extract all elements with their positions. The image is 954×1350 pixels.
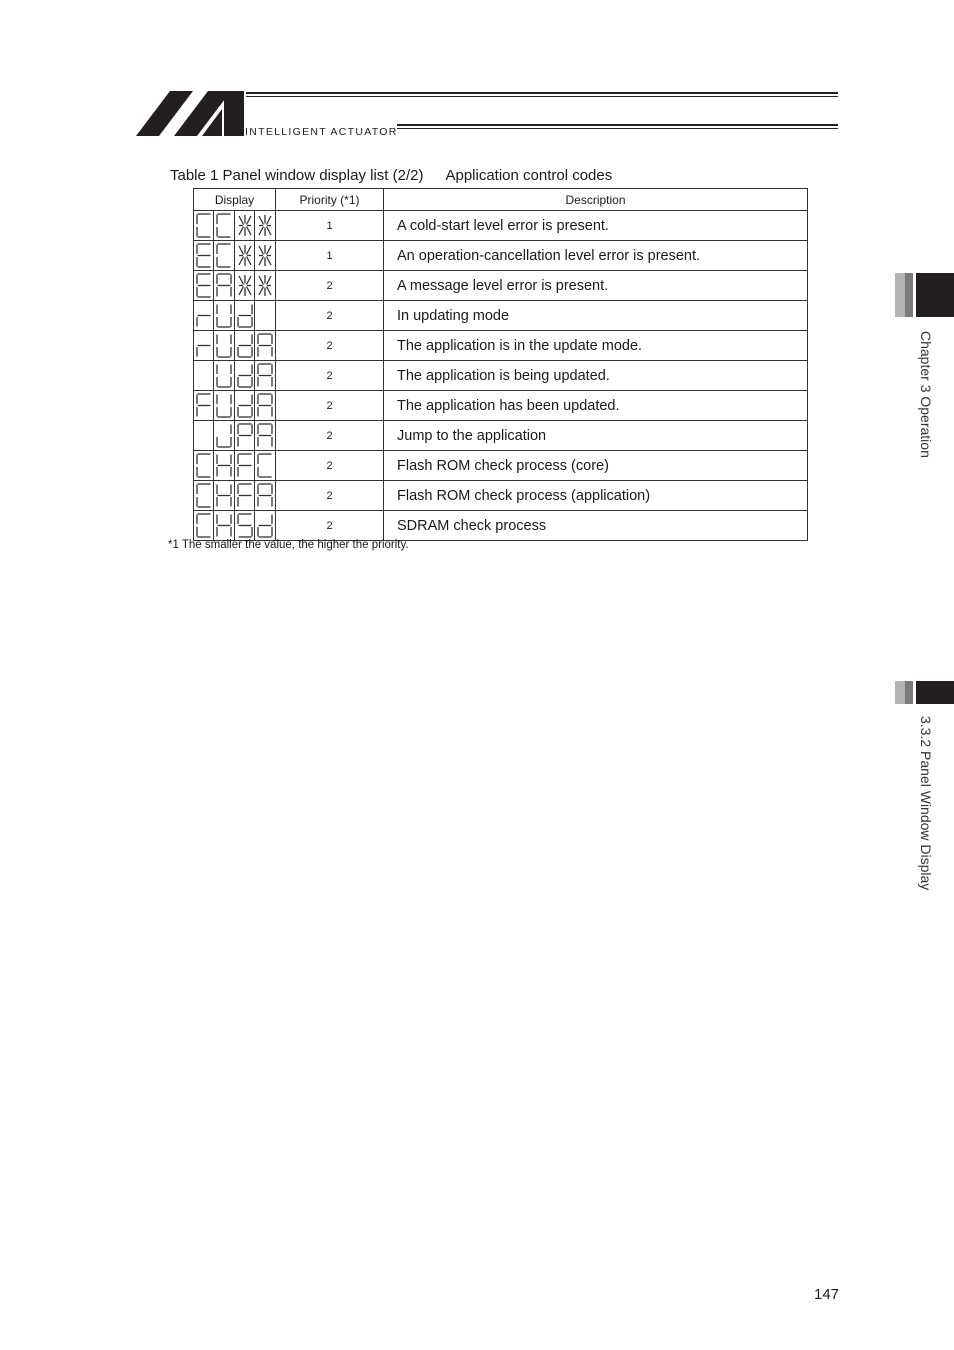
priority-cell: 2 (276, 451, 384, 481)
seven-segment-display (194, 361, 275, 390)
table-subtitle: Application control codes (445, 167, 613, 184)
segment-glyph (257, 213, 273, 238)
segment-digit (235, 361, 255, 390)
table-row (194, 511, 808, 541)
segment-glyph (237, 363, 253, 388)
display-cell (194, 301, 276, 331)
segment-digit (235, 451, 255, 480)
segment-digit (255, 421, 275, 450)
description-cell: SDRAM check process (384, 511, 808, 541)
seven-segment-display (194, 241, 275, 270)
brand-name: INTELLIGENT ACTUATOR (245, 126, 398, 138)
segment-digit (194, 271, 214, 300)
display-cell (194, 481, 276, 511)
segment-glyph (196, 513, 212, 538)
table-row (194, 451, 808, 481)
table-row (194, 361, 808, 391)
table-row (194, 391, 808, 421)
description-cell: An operation-cancellation level error is present. (384, 241, 808, 271)
segment-digit (214, 331, 234, 360)
seven-segment-display (194, 271, 275, 300)
description-cell: A message level error is present. (384, 271, 808, 301)
seven-segment-display (194, 301, 275, 330)
segment-glyph (237, 273, 253, 298)
segment-glyph (257, 363, 273, 388)
section-tab (895, 681, 954, 704)
segment-glyph (196, 423, 212, 448)
segment-digit (235, 301, 255, 330)
segment-digit (255, 361, 275, 390)
segment-digit (194, 211, 214, 240)
segment-glyph (257, 303, 273, 328)
segment-glyph (216, 363, 232, 388)
page-number: 147 (814, 1286, 840, 1303)
segment-glyph (216, 333, 232, 358)
table-row (194, 301, 808, 331)
display-cell (194, 511, 276, 541)
priority-cell: 2 (276, 361, 384, 391)
segment-glyph (237, 423, 253, 448)
segment-glyph (237, 483, 253, 508)
segment-digit (194, 361, 214, 390)
display-cell (194, 391, 276, 421)
segment-digit (255, 301, 275, 330)
description-cell: Flash ROM check process (application) (384, 481, 808, 511)
header-rule-top (246, 92, 838, 97)
segment-glyph (257, 243, 273, 268)
segment-glyph (237, 333, 253, 358)
header-priority: Priority (*1) (276, 189, 384, 211)
segment-glyph (257, 273, 273, 298)
header-description: Description (384, 189, 808, 211)
table-row (194, 271, 808, 301)
segment-glyph (196, 273, 212, 298)
chapter-tab (895, 273, 954, 317)
segment-digit (214, 451, 234, 480)
seven-segment-display (194, 511, 275, 540)
segment-digit (214, 271, 234, 300)
segment-digit (214, 211, 234, 240)
segment-glyph (237, 453, 253, 478)
segment-digit (255, 391, 275, 420)
segment-glyph (216, 243, 232, 268)
segment-glyph (257, 423, 273, 448)
segment-digit (194, 301, 214, 330)
segment-digit (194, 391, 214, 420)
seven-segment-display (194, 481, 275, 510)
segment-digit (255, 331, 275, 360)
seven-segment-display (194, 421, 275, 450)
segment-glyph (196, 393, 212, 418)
segment-glyph (237, 213, 253, 238)
seven-segment-display (194, 211, 275, 240)
description-cell: Flash ROM check process (core) (384, 451, 808, 481)
display-cell (194, 241, 276, 271)
segment-digit (194, 451, 214, 480)
description-cell: The application is being updated. (384, 361, 808, 391)
priority-cell: 2 (276, 391, 384, 421)
segment-digit (194, 481, 214, 510)
segment-digit (255, 271, 275, 300)
segment-glyph (237, 393, 253, 418)
section-label: 3.3.2 Panel Window Display (918, 716, 934, 891)
segment-digit (235, 481, 255, 510)
priority-cell: 1 (276, 241, 384, 271)
segment-digit (255, 451, 275, 480)
display-cell (194, 211, 276, 241)
segment-digit (235, 511, 255, 540)
display-cell (194, 271, 276, 301)
table-row (194, 481, 808, 511)
display-list-table (193, 188, 808, 541)
priority-cell: 2 (276, 271, 384, 301)
segment-digit (194, 241, 214, 270)
seven-segment-display (194, 331, 275, 360)
display-cell (194, 331, 276, 361)
segment-glyph (237, 513, 253, 538)
iai-logo (136, 91, 244, 136)
seven-segment-display (194, 391, 275, 420)
segment-digit (235, 331, 255, 360)
segment-glyph (216, 213, 232, 238)
table-row (194, 331, 808, 361)
table-row (194, 241, 808, 271)
segment-digit (214, 301, 234, 330)
segment-digit (214, 481, 234, 510)
segment-glyph (216, 393, 232, 418)
priority-cell: 2 (276, 331, 384, 361)
segment-digit (255, 511, 275, 540)
segment-glyph (257, 513, 273, 538)
segment-digit (235, 241, 255, 270)
description-cell: A cold-start level error is present. (384, 211, 808, 241)
segment-digit (214, 241, 234, 270)
segment-glyph (196, 303, 212, 328)
table-row (194, 211, 808, 241)
segment-digit (235, 271, 255, 300)
segment-glyph (216, 513, 232, 538)
display-cell (194, 361, 276, 391)
segment-glyph (216, 453, 232, 478)
segment-glyph (196, 243, 212, 268)
priority-cell: 2 (276, 301, 384, 331)
segment-digit (214, 421, 234, 450)
table-row (194, 421, 808, 451)
segment-glyph (196, 483, 212, 508)
segment-digit (255, 481, 275, 510)
segment-glyph (216, 303, 232, 328)
description-cell: Jump to the application (384, 421, 808, 451)
segment-digit (235, 211, 255, 240)
priority-cell: 2 (276, 481, 384, 511)
table-caption (170, 167, 612, 184)
segment-glyph (257, 483, 273, 508)
segment-glyph (216, 483, 232, 508)
segment-glyph (237, 303, 253, 328)
segment-digit (235, 391, 255, 420)
segment-digit (214, 511, 234, 540)
description-cell: The application has been updated. (384, 391, 808, 421)
segment-digit (214, 391, 234, 420)
segment-glyph (257, 393, 273, 418)
table-header-row (194, 189, 808, 211)
segment-glyph (216, 423, 232, 448)
seven-segment-display (194, 451, 275, 480)
header-rule-bottom (397, 124, 838, 129)
priority-cell: 1 (276, 211, 384, 241)
chapter-label: Chapter 3 Operation (918, 331, 934, 458)
description-cell: In updating mode (384, 301, 808, 331)
segment-glyph (196, 213, 212, 238)
segment-glyph (216, 273, 232, 298)
segment-digit (194, 331, 214, 360)
segment-digit (255, 211, 275, 240)
segment-digit (194, 421, 214, 450)
segment-digit (255, 241, 275, 270)
table-title: Table 1 Panel window display list (2/2) (170, 167, 424, 184)
priority-cell: 2 (276, 511, 384, 541)
segment-glyph (196, 363, 212, 388)
segment-glyph (257, 333, 273, 358)
footnote: *1 The smaller the value, the higher the priority. (168, 539, 409, 551)
segment-digit (214, 361, 234, 390)
display-cell (194, 451, 276, 481)
description-cell: The application is in the update mode. (384, 331, 808, 361)
segment-digit (235, 421, 255, 450)
priority-cell: 2 (276, 421, 384, 451)
segment-glyph (257, 453, 273, 478)
segment-glyph (196, 453, 212, 478)
segment-digit (194, 511, 214, 540)
segment-glyph (196, 333, 212, 358)
segment-glyph (237, 243, 253, 268)
display-cell (194, 421, 276, 451)
header-display: Display (194, 189, 276, 211)
